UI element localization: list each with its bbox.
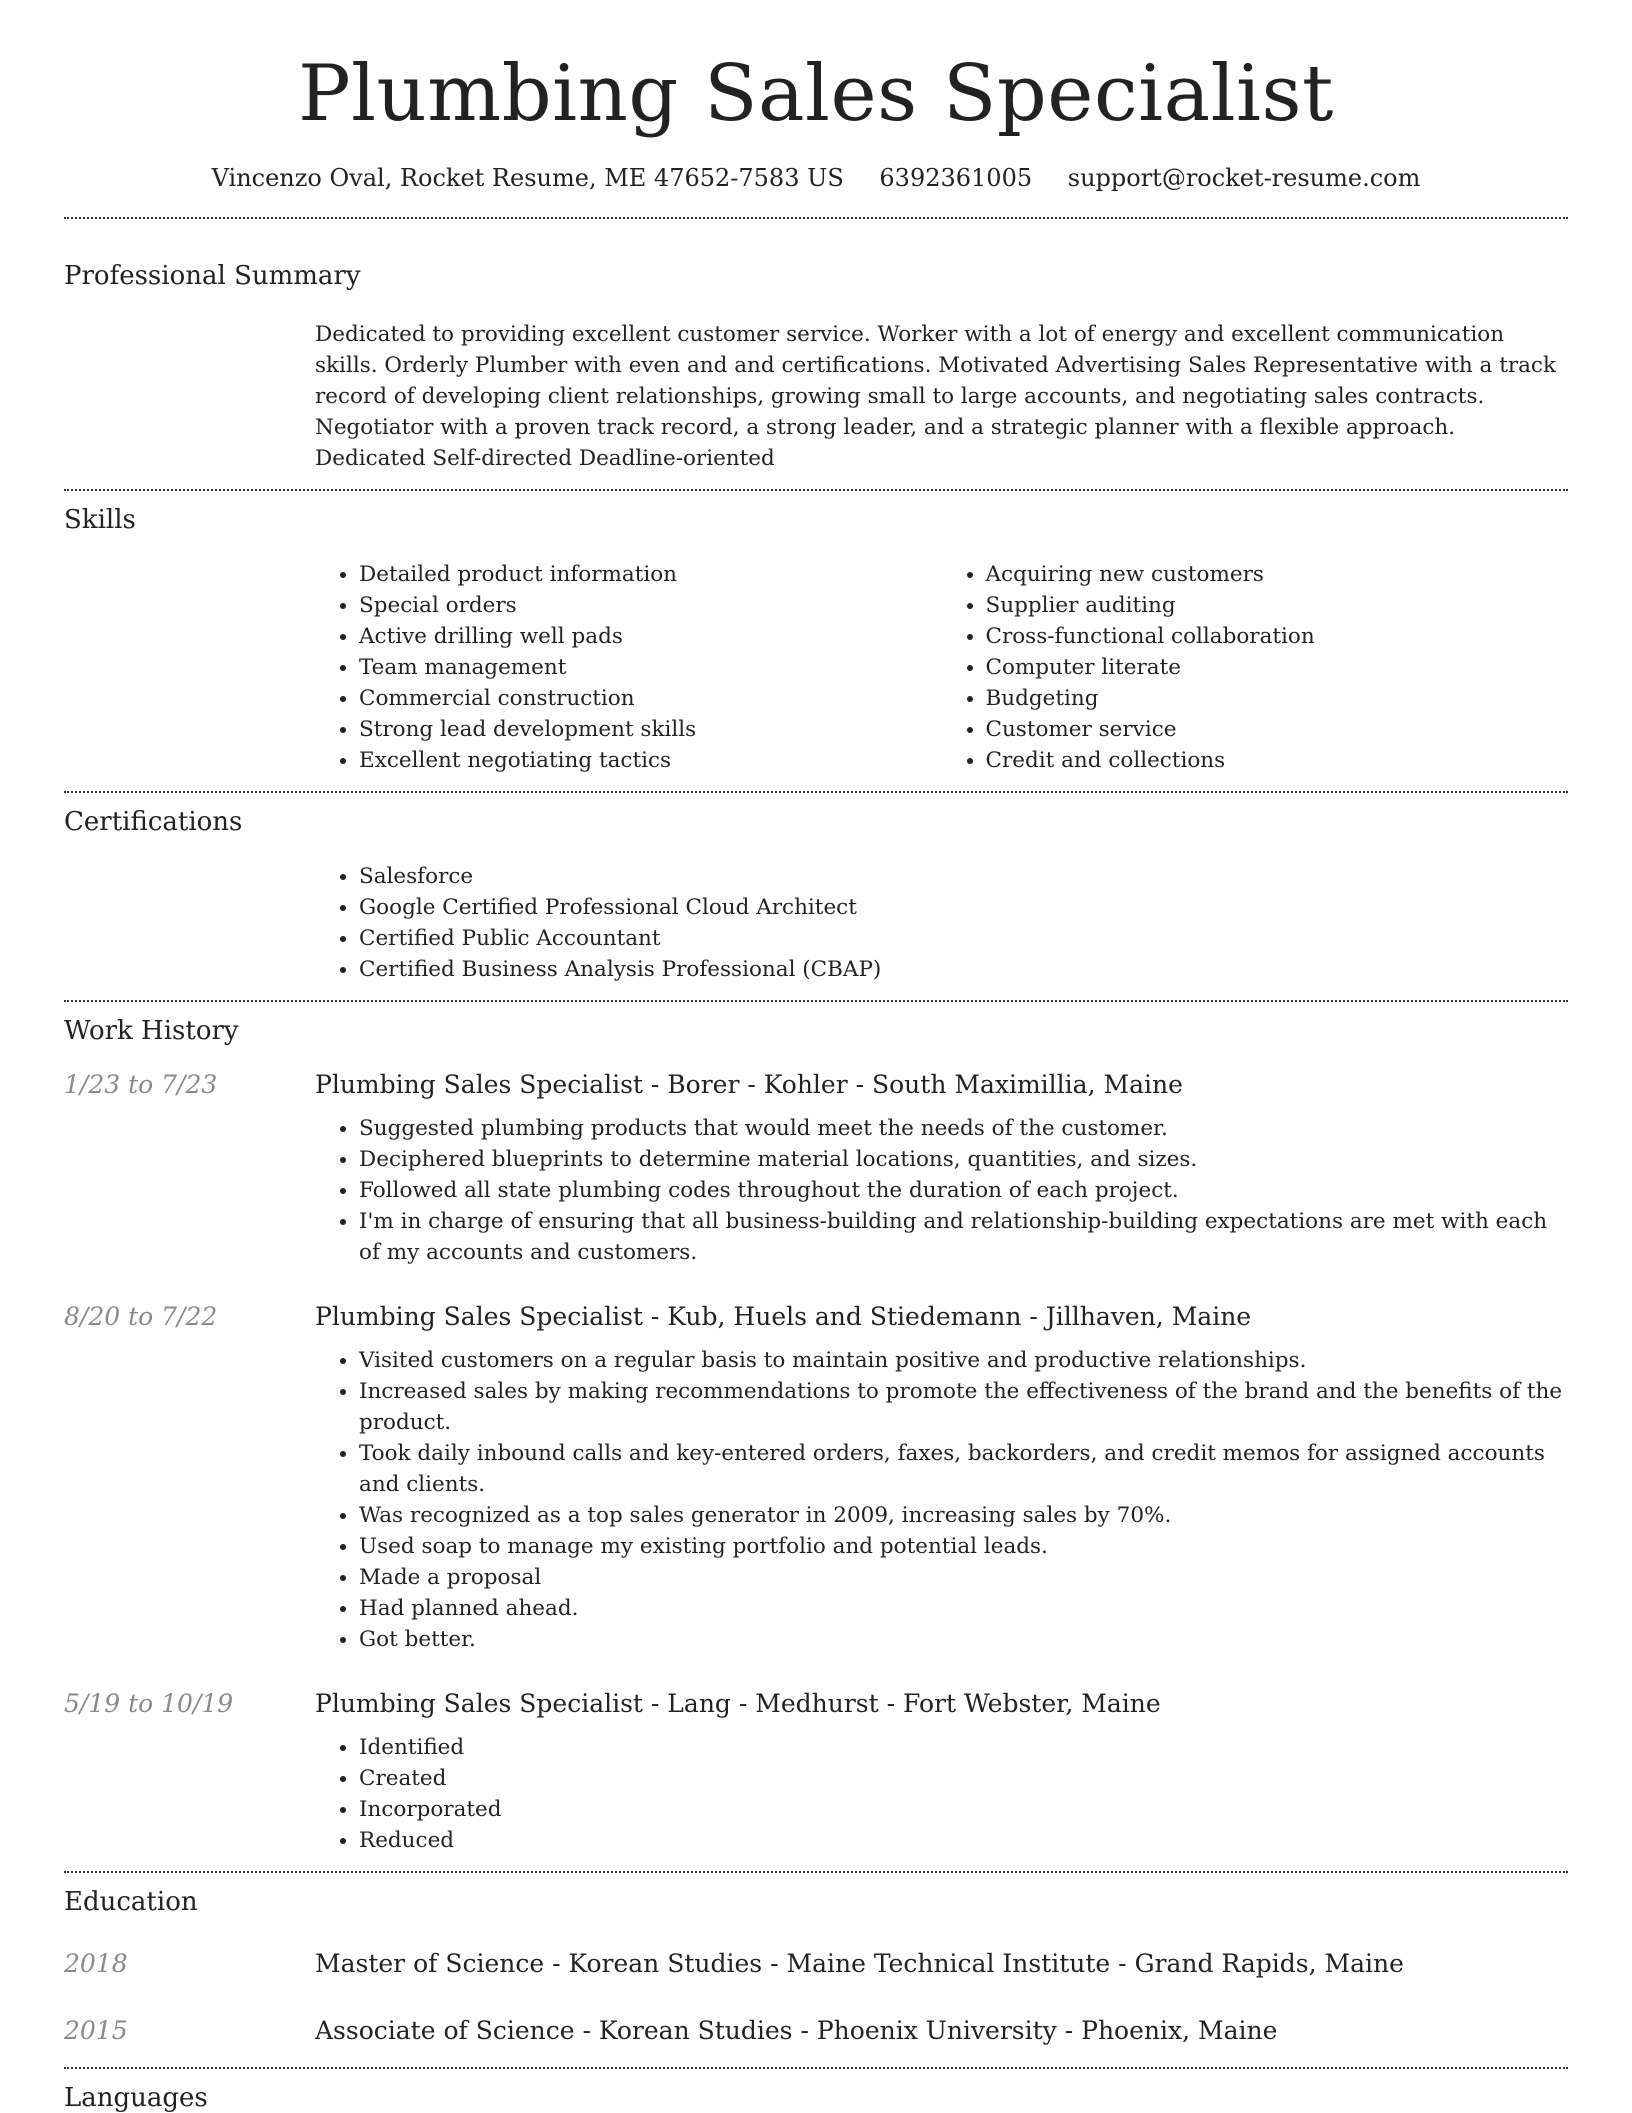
- job-entry: [64, 1302, 1568, 1655]
- section-heading-summary: Professional Summary: [64, 260, 361, 291]
- divider: [64, 1871, 1568, 1873]
- education-year: 2015: [64, 2015, 128, 2045]
- list-item: • Detailed product information: [359, 559, 942, 590]
- job-bullets: [315, 1345, 1568, 1655]
- education-entry: [64, 2016, 1568, 2045]
- job-bullets: [315, 1732, 1568, 1856]
- job-dates: 5/19 to 10/19: [64, 1688, 234, 1718]
- skills-column-right: [942, 559, 1569, 776]
- list-item: • Reduced: [359, 1825, 1568, 1856]
- divider: [64, 1000, 1568, 1002]
- list-item: • Used soap to manage my existing portfolio and potential leads.: [359, 1531, 1568, 1562]
- job-bullets: [315, 1113, 1568, 1268]
- resume-page: [64, 0, 1568, 2111]
- divider: [64, 791, 1568, 793]
- list-item: • Team management: [359, 652, 942, 683]
- job-entry: [64, 1689, 1568, 1856]
- divider: [64, 217, 1568, 219]
- list-item: • Excellent negotiating tactics: [359, 745, 942, 776]
- section-heading-skills: Skills: [64, 504, 136, 535]
- list-item: • Had planned ahead.: [359, 1593, 1568, 1624]
- divider: [64, 2067, 1568, 2069]
- list-item: • Credit and collections: [986, 745, 1569, 776]
- list-item: • Special orders: [359, 590, 942, 621]
- list-item: • Google Certified Professional Cloud Architect: [359, 892, 1568, 923]
- list-item: • Got better.: [359, 1624, 1568, 1655]
- list-item: • Cross-functional collaboration: [986, 621, 1569, 652]
- list-item: • Certified Public Accountant: [359, 923, 1568, 954]
- section-heading-work-history: Work History: [64, 1015, 239, 1046]
- section-heading-education: Education: [64, 1886, 198, 1917]
- list-item: • Increased sales by making recommendations to promote the effectiveness of the brand and the benefits of the product.: [359, 1376, 1568, 1438]
- contact-line: [64, 164, 1568, 192]
- skills-column-left: [315, 559, 942, 776]
- list-item: • Supplier auditing: [986, 590, 1569, 621]
- summary-text: Dedicated to providing excellent customer service. Worker with a lot of energy and excellent communication skills. Orderly Plumber with even and and certifications. Motivated Advertising Sales Representative with a track record of developing client relationships, growing small to large accounts, and negotiating sales contracts. Negotiator with a proven track record, a strong leader, and a strategic planner with a flexible approach. Dedicated Self-directed Deadline-oriented: [315, 321, 1556, 471]
- list-item: • Commercial construction: [359, 683, 942, 714]
- job-title: Plumbing Sales Specialist - Kub, Huels and Stiedemann - Jillhaven, Maine: [315, 1301, 1252, 1331]
- contact-address: Vincenzo Oval, Rocket Resume, ME 47652-7583 US: [211, 163, 844, 192]
- list-item: • Incorporated: [359, 1794, 1568, 1825]
- job-title: Plumbing Sales Specialist - Lang - Medhurst - Fort Webster, Maine: [315, 1688, 1161, 1718]
- list-item: • Followed all state plumbing codes throughout the duration of each project.: [359, 1175, 1568, 1206]
- list-item: • Computer literate: [986, 652, 1569, 683]
- list-item: • Was recognized as a top sales generator in 2009, increasing sales by 70%.: [359, 1500, 1568, 1531]
- list-item: • I'm in charge of ensuring that all business-building and relationship-building expectations are met with each of my accounts and customers.: [359, 1206, 1568, 1268]
- list-item: • Budgeting: [986, 683, 1569, 714]
- education-title: Associate of Science - Korean Studies - Phoenix University - Phoenix, Maine: [315, 2015, 1278, 2045]
- list-item: • Active drilling well pads: [359, 621, 942, 652]
- education-entry: [64, 1949, 1568, 1978]
- contact-email: support@rocket-resume.com: [1067, 163, 1421, 192]
- job-dates: 8/20 to 7/22: [64, 1301, 218, 1331]
- divider: [64, 489, 1568, 491]
- resume-title: Plumbing Sales Specialist: [298, 49, 1334, 139]
- skills-list: [315, 559, 1568, 776]
- list-item: • Deciphered blueprints to determine material locations, quantities, and sizes.: [359, 1144, 1568, 1175]
- list-item: • Created: [359, 1763, 1568, 1794]
- job-dates: 1/23 to 7/23: [64, 1069, 218, 1099]
- list-item: • Customer service: [986, 714, 1569, 745]
- contact-phone: 6392361005: [879, 163, 1033, 192]
- list-item: • Strong lead development skills: [359, 714, 942, 745]
- job-title: Plumbing Sales Specialist - Borer - Kohler - South Maximillia, Maine: [315, 1069, 1183, 1099]
- section-heading-certifications: Certifications: [64, 806, 243, 837]
- list-item: • Acquiring new customers: [986, 559, 1569, 590]
- list-item: • Took daily inbound calls and key-entered orders, faxes, backorders, and credit memos for assigned accounts and clients.: [359, 1438, 1568, 1500]
- list-item: • Made a proposal: [359, 1562, 1568, 1593]
- education-title: Master of Science - Korean Studies - Maine Technical Institute - Grand Rapids, Maine: [315, 1948, 1404, 1978]
- job-entry: [64, 1070, 1568, 1268]
- list-item: • Visited customers on a regular basis to maintain positive and productive relationships.: [359, 1345, 1568, 1376]
- list-item: • Suggested plumbing products that would meet the needs of the customer.: [359, 1113, 1568, 1144]
- section-heading-languages: Languages: [64, 2082, 208, 2113]
- list-item: • Salesforce: [359, 861, 1568, 892]
- certifications-list: [315, 861, 1568, 985]
- list-item: • Certified Business Analysis Professional (CBAP): [359, 954, 1568, 985]
- education-year: 2018: [64, 1948, 128, 1978]
- list-item: • Identified: [359, 1732, 1568, 1763]
